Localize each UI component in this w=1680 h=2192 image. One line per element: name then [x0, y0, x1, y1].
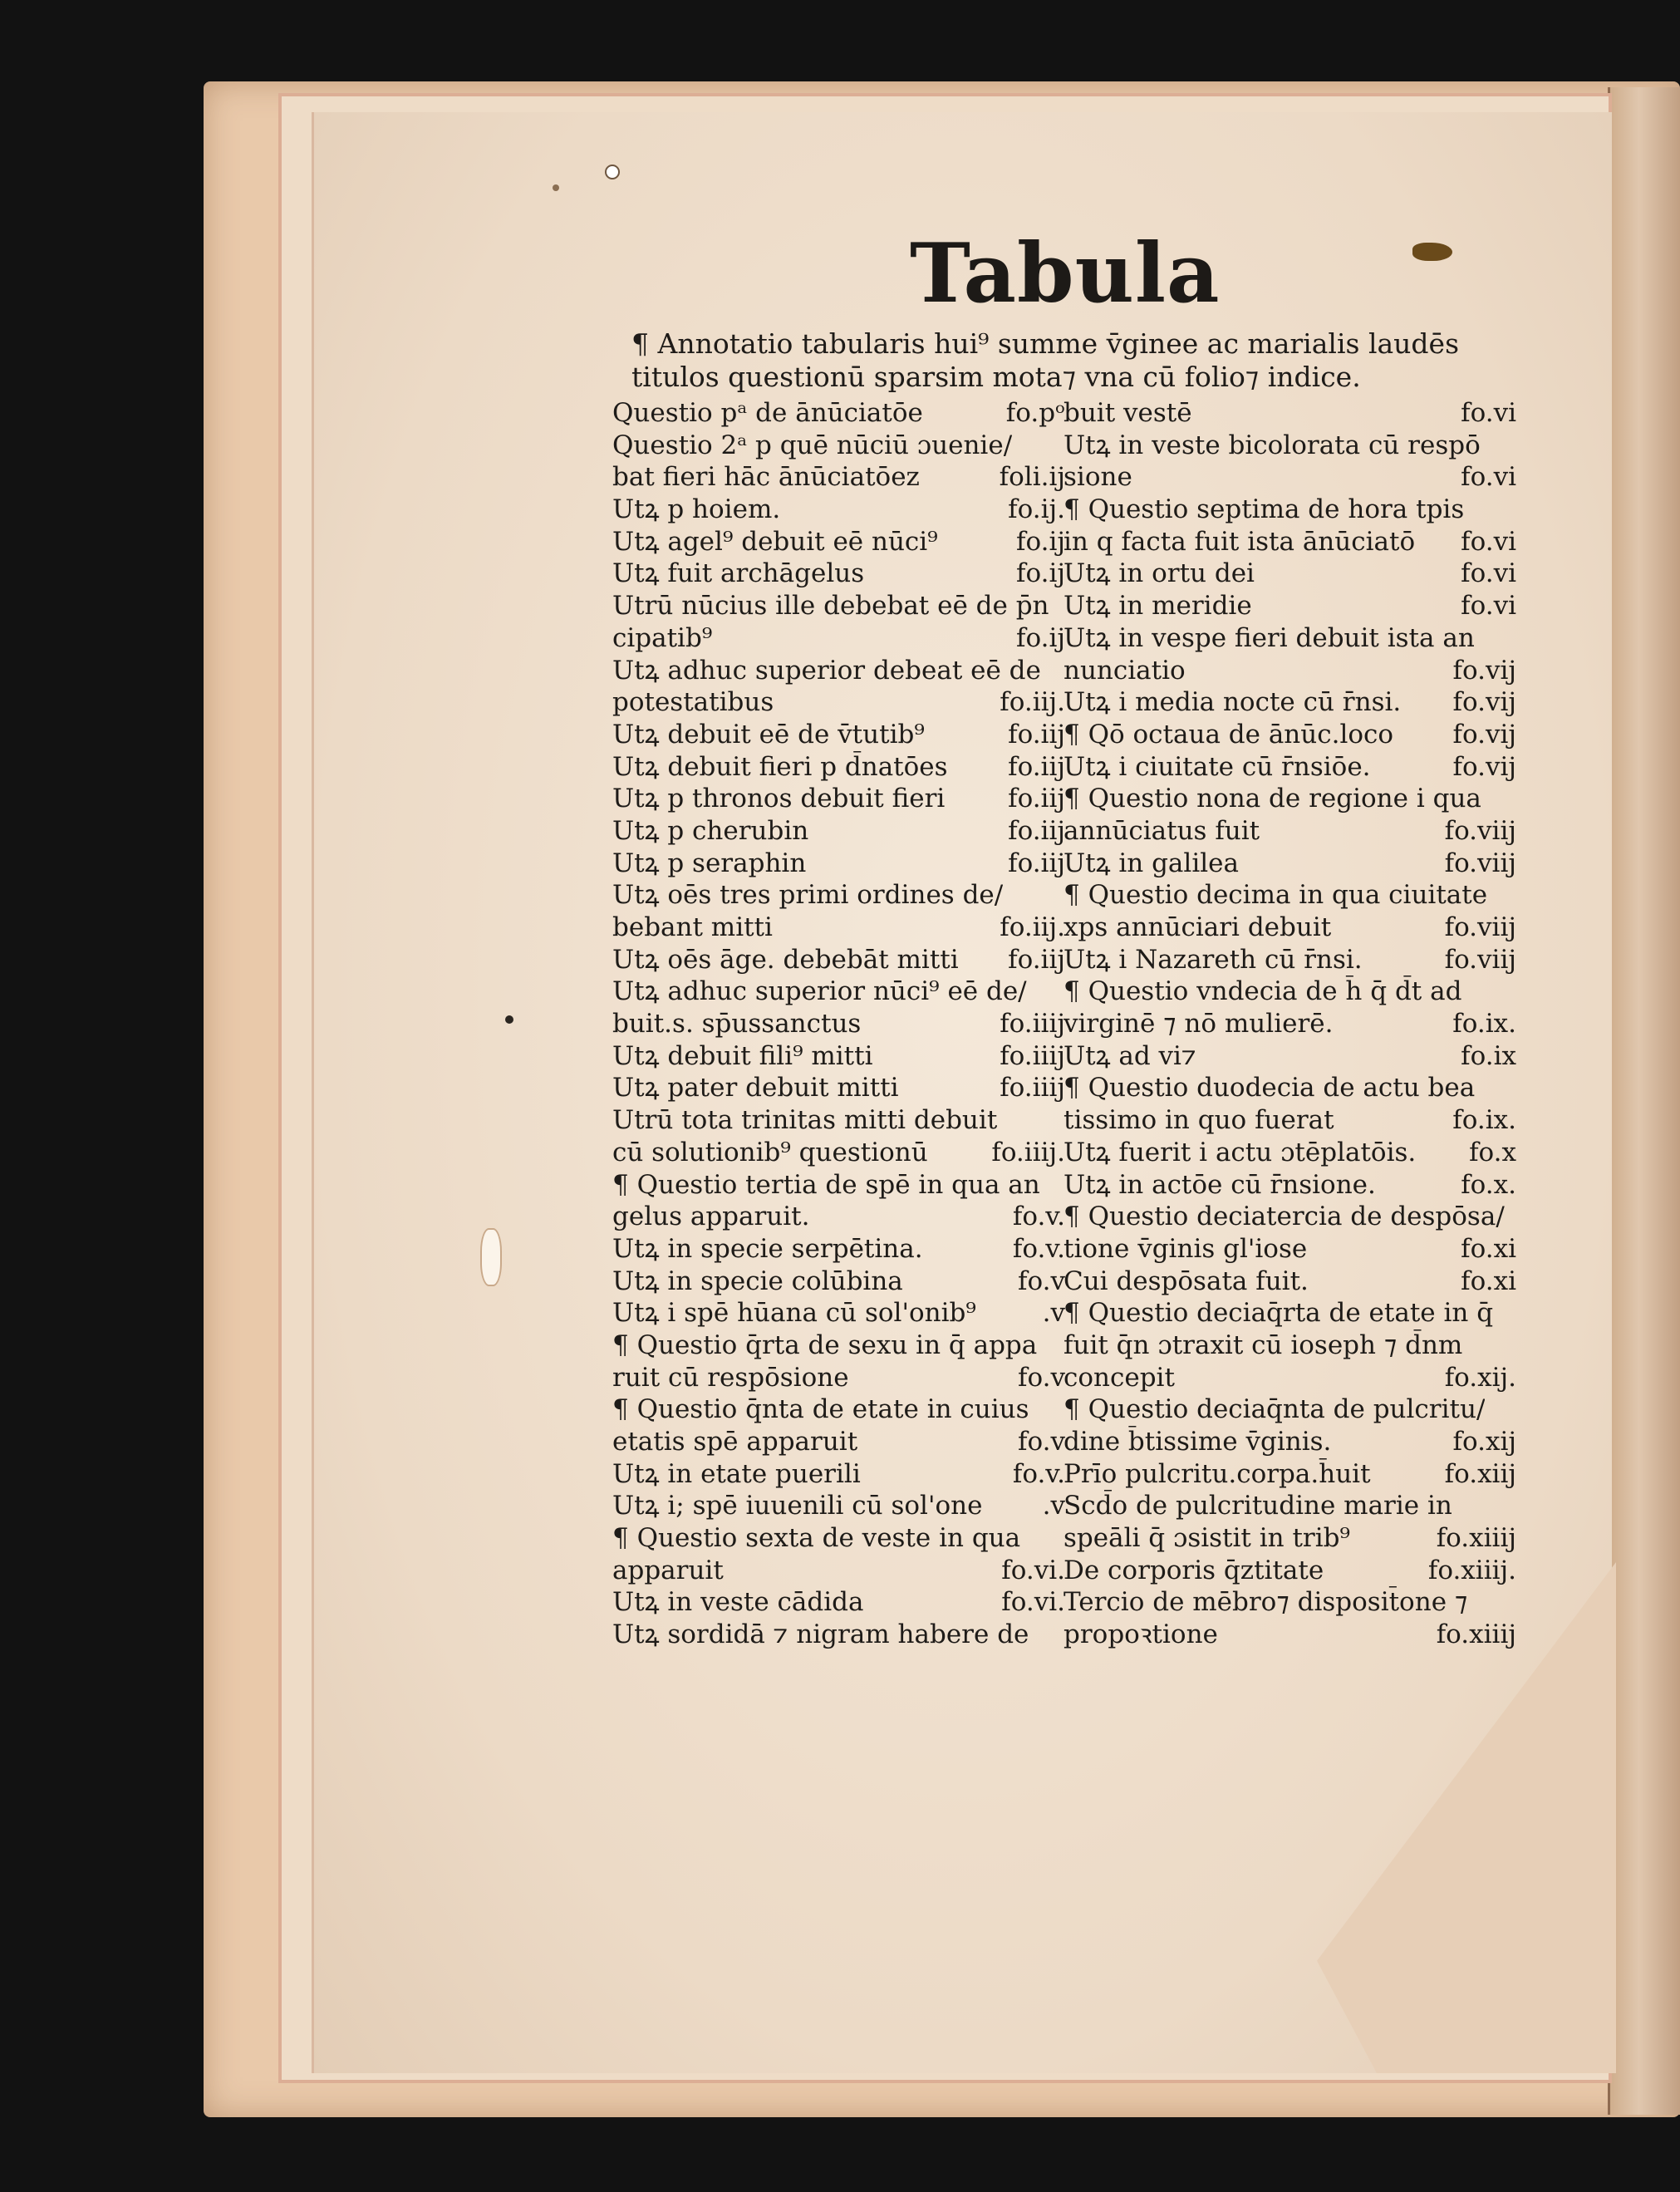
index-entry	[612, 686, 1065, 719]
paper-hole	[480, 1228, 502, 1286]
index-entry	[1064, 1266, 1516, 1298]
entry-title: Utꝝ i spē hūana cū sol'onib⁹	[612, 1298, 976, 1329]
index-entry	[1064, 430, 1516, 462]
index-entry	[612, 494, 1065, 526]
entry-title: ¶ Questio deciaq̄rta de etate in q̄	[1064, 1298, 1494, 1329]
entry-folio: fo.x.	[1461, 1169, 1516, 1200]
entry-folio: fo.xiiij.	[1427, 1555, 1516, 1585]
entry-title: sione	[1064, 462, 1132, 493]
index-entry	[1064, 686, 1516, 719]
index-entry	[612, 1586, 1065, 1619]
entry-title: apparuit	[612, 1555, 724, 1585]
index-entry	[612, 1104, 1065, 1137]
index-entry	[1064, 1490, 1516, 1522]
entry-folio: fo.vi	[1461, 591, 1516, 622]
entry-folio: fo.iij	[1008, 848, 1065, 878]
index-entry	[612, 944, 1065, 976]
index-entry	[1064, 1522, 1516, 1555]
entry-folio	[1510, 1072, 1516, 1104]
entry-title: Utꝝ in specie serpētina.	[612, 1233, 923, 1264]
index-entry	[612, 719, 1065, 751]
entry-folio: fo.iiij.	[991, 1137, 1065, 1167]
index-entry	[1064, 558, 1516, 590]
entry-title: bat fieri hāc ānūciatōez	[612, 462, 920, 493]
entry-folio	[1510, 1297, 1516, 1329]
entry-folio: fo.iij.	[1000, 687, 1065, 718]
entry-folio	[1510, 494, 1516, 526]
entry-title: potestatibus	[612, 687, 774, 718]
entry-title: Utꝝ adhuc superior nūci⁹ eē de/	[612, 976, 1027, 1007]
index-entry	[1064, 1040, 1516, 1073]
index-entry	[1064, 590, 1516, 622]
entry-title: ¶ Questio decima in qua ciuitate	[1064, 880, 1488, 911]
index-entry	[612, 879, 1065, 912]
paper-spot	[553, 184, 559, 191]
entry-title: ¶ Questio deciatercia de despōsa/	[1064, 1202, 1505, 1232]
entry-folio	[1510, 1586, 1516, 1619]
index-entry	[1064, 526, 1516, 558]
index-entry	[1064, 1619, 1516, 1651]
index-entry	[612, 1008, 1065, 1040]
entry-folio	[1510, 1490, 1516, 1522]
index-entry	[612, 1266, 1065, 1298]
index-entry	[612, 848, 1065, 880]
ink-stain	[1412, 243, 1452, 261]
entry-title: ¶ Questio duodecia de actu bea	[1064, 1073, 1476, 1103]
paper-spot	[505, 1015, 513, 1024]
entry-title: Utꝝ pater debuit mitti	[612, 1073, 899, 1103]
index-entry	[612, 1329, 1065, 1362]
entry-folio	[1510, 1201, 1516, 1233]
entry-title: nunciatio	[1064, 655, 1186, 686]
entry-title: in q facta fuit ista ānūciatō	[1064, 526, 1416, 557]
entry-title: annūciatus fuit	[1064, 815, 1260, 846]
entry-title: Utrū tota trinitas mitti debuit	[612, 1105, 998, 1136]
entry-title: gelus apparuit.	[612, 1202, 810, 1232]
entry-title: Utꝝ fuerit i actu ɔtēplatōis.	[1064, 1137, 1417, 1167]
entry-title: concepit	[1064, 1362, 1175, 1393]
index-entry	[1064, 1104, 1516, 1137]
entry-title: ¶ Questio sexta de veste in qua	[612, 1523, 1021, 1554]
entry-folio: fo.ij	[1016, 526, 1065, 557]
entry-title: buit.s. sp̄ussanctus	[612, 1009, 862, 1039]
entry-folio	[1510, 622, 1516, 655]
entry-title: ¶ Questio nona de regione i qua	[1064, 784, 1481, 814]
index-entry	[612, 1362, 1065, 1394]
entry-folio: fo.xiiij	[1436, 1619, 1516, 1650]
entry-title: Scd̄o de pulcritudine marie in	[1064, 1491, 1452, 1521]
entry-folio: fo.iij	[1008, 815, 1065, 846]
entry-title: Utꝝ p cherubin	[612, 815, 809, 846]
entry-folio: fo.v.	[1012, 1458, 1065, 1489]
index-entry	[612, 1458, 1065, 1491]
index-entry	[612, 912, 1065, 944]
entry-folio: fo.ix.	[1452, 1105, 1516, 1136]
entry-folio: fo.iij	[1008, 944, 1065, 975]
entry-folio: fo.vij	[1452, 751, 1516, 782]
right-index-column	[1064, 397, 1516, 1651]
entry-folio: fo.ij	[1016, 558, 1065, 589]
entry-title: dine b̄tissime v̄ginis.	[1064, 1427, 1332, 1457]
index-entry	[1064, 494, 1516, 526]
entry-folio	[1510, 1329, 1516, 1362]
index-entry	[1064, 815, 1516, 848]
entry-title: Utꝝ in specie colūbina	[612, 1266, 903, 1296]
entry-title: ¶ Qō octaua de ānūc.loco	[1064, 719, 1394, 750]
entry-title: ¶ Questio vndecia de h̄ q̄ d̄t ad	[1064, 976, 1462, 1007]
entry-folio: fo.viij	[1444, 912, 1516, 942]
entry-folio: fo.iij	[1008, 751, 1065, 782]
entry-folio: fo.v	[1018, 1266, 1065, 1296]
index-entry	[612, 526, 1065, 558]
entry-folio: fo.xij.	[1444, 1362, 1516, 1393]
entry-folio: fo.vij	[1452, 687, 1516, 718]
entry-title: Tercio de mēbro⁊ disposit̄one ⁊	[1064, 1587, 1468, 1618]
entry-folio: fo.iiij	[1000, 1009, 1065, 1039]
entry-folio	[1510, 783, 1516, 815]
entry-title: Utꝝ p thronos debuit fieri	[612, 784, 946, 814]
entry-title: Utꝝ in galilea	[1064, 848, 1239, 878]
entry-title: Utꝝ debuit fili⁹ mitti	[612, 1040, 873, 1071]
entry-title: Questio 2ᵃ p quē nūciū ɔuenie/	[612, 430, 1013, 460]
index-entry	[1064, 1233, 1516, 1266]
entry-folio: foli.ij	[999, 462, 1065, 493]
index-entry	[612, 1040, 1065, 1073]
entry-folio: fo.vi.	[1001, 1587, 1065, 1618]
index-entry	[1064, 783, 1516, 815]
entry-folio: fo.pᵒ	[1005, 398, 1065, 428]
index-entry	[1064, 655, 1516, 687]
entry-title: Utꝝ in veste cādida	[612, 1587, 864, 1618]
entry-title: Utꝝ in actōe cū r̄nsione.	[1064, 1169, 1376, 1200]
entry-title: Utꝝ ad vi⁊	[1064, 1040, 1196, 1071]
index-entry	[1064, 622, 1516, 655]
entry-title: Utꝝ debuit fieri p d̄natōes	[612, 751, 948, 782]
index-entry	[612, 655, 1065, 687]
index-entry	[1064, 1426, 1516, 1458]
index-entry	[1064, 1169, 1516, 1202]
index-entry	[1064, 1362, 1516, 1394]
index-entry	[1064, 719, 1516, 751]
index-entry	[1064, 879, 1516, 912]
entry-folio	[1510, 1393, 1516, 1426]
entry-title: cipatib⁹	[612, 622, 713, 653]
entry-folio: fo.xi	[1461, 1233, 1516, 1264]
index-entry	[612, 558, 1065, 590]
index-entry	[1064, 912, 1516, 944]
entry-folio: fo.vi	[1461, 462, 1516, 493]
entry-title: ¶ Questio q̄nta de etate in cuius	[612, 1394, 1029, 1425]
entry-folio: fo.xi	[1461, 1266, 1516, 1296]
entry-title: Utꝝ in vespe fieri debuit ista an	[1064, 622, 1475, 653]
entry-title: ¶ Questio q̄rta de sexu in q̄ appa	[612, 1329, 1038, 1360]
index-entry	[1064, 1297, 1516, 1329]
left-index-column	[612, 397, 1065, 1651]
entry-title: Utꝝ p seraphin	[612, 848, 807, 878]
entry-title: Utꝝ fuit archāgelus	[612, 558, 865, 589]
index-entry	[1064, 397, 1516, 430]
entry-title: Utꝝ in etate puerili	[612, 1458, 861, 1489]
index-entry	[1064, 1137, 1516, 1169]
entry-title: Utꝝ oēs āge. debebāt mitti	[612, 944, 959, 975]
entry-title: De corporis q̄ztitate	[1064, 1555, 1324, 1585]
entry-folio: fo.viij	[1444, 944, 1516, 975]
index-entry	[612, 397, 1065, 430]
index-entry	[1064, 976, 1516, 1008]
entry-folio: fo.v	[1018, 1362, 1065, 1393]
index-entry	[612, 1490, 1065, 1522]
entry-title: Utꝝ oēs tres primi ordines de/	[612, 880, 1004, 911]
entry-folio: .v	[1042, 1491, 1065, 1521]
index-entry	[612, 1555, 1065, 1587]
index-entry	[1064, 1586, 1516, 1619]
index-entry	[1064, 1329, 1516, 1362]
index-entry	[612, 461, 1065, 494]
index-entry	[612, 1201, 1065, 1233]
entry-title: propoꝛtione	[1064, 1619, 1218, 1650]
entry-folio: .v	[1042, 1298, 1065, 1329]
entry-folio	[1510, 976, 1516, 1008]
index-entry	[612, 783, 1065, 815]
entry-title: ¶ Questio septima de hora tpis	[1064, 494, 1465, 525]
book-spine	[1608, 87, 1680, 2115]
entry-folio: fo.iiij	[1000, 1040, 1065, 1071]
index-entry	[612, 622, 1065, 655]
index-entry	[612, 976, 1065, 1008]
intro-line-2: titulos questionū sparsim mota⁊ vna cū folio⁊ indice.	[631, 361, 1361, 393]
index-entry	[1064, 751, 1516, 784]
entry-title: Utꝝ in meridie	[1064, 591, 1252, 622]
entry-folio: fo.ij	[1016, 622, 1065, 653]
entry-folio: fo.vi	[1461, 398, 1516, 428]
entry-folio	[1510, 879, 1516, 912]
paper-spot	[605, 165, 620, 179]
entry-folio: fo.xiij	[1444, 1458, 1516, 1489]
index-entry	[612, 590, 1065, 622]
index-entry	[612, 1619, 1065, 1651]
entry-title: cū solutionib⁹ questionū	[612, 1137, 928, 1167]
index-entry	[1064, 1008, 1516, 1040]
entry-folio: fo.v.	[1012, 1202, 1065, 1232]
index-entry	[1064, 944, 1516, 976]
entry-title: buit vestē	[1064, 398, 1192, 428]
entry-folio: fo.v.	[1012, 1233, 1065, 1264]
entry-title: Cui despōsata fuit.	[1064, 1266, 1309, 1296]
entry-title: Utꝝ i media nocte cū r̄nsi.	[1064, 687, 1402, 718]
index-entry	[612, 1233, 1065, 1266]
entry-folio: fo.viij	[1444, 815, 1516, 846]
entry-title: Utꝝ agel⁹ debuit eē nūci⁹	[612, 526, 938, 557]
index-entry	[1064, 1072, 1516, 1104]
entry-folio: fo.iij	[1008, 719, 1065, 750]
index-entry	[612, 815, 1065, 848]
entry-title: ¶ Questio deciaq̄nta de pulcritu/	[1064, 1394, 1486, 1425]
index-entry	[612, 1137, 1065, 1169]
entry-title: Utꝝ sordidā ⁊ nigram habere de	[612, 1619, 1029, 1650]
index-entry	[612, 751, 1065, 784]
index-entry	[612, 1169, 1065, 1202]
entry-folio: fo.iij	[1008, 784, 1065, 814]
entry-folio: fo.xiiij	[1436, 1523, 1516, 1554]
entry-folio: fo.vi	[1461, 558, 1516, 589]
entry-folio: fo.x	[1469, 1137, 1516, 1167]
index-entry	[612, 1393, 1065, 1426]
entry-title: fuit q̄n ɔtraxit cū ioseph ⁊ d̄nm	[1064, 1329, 1463, 1360]
index-entry	[612, 1522, 1065, 1555]
index-entry	[1064, 461, 1516, 494]
entry-title: tissimo in quo fuerat	[1064, 1105, 1334, 1136]
entry-title: ¶ Questio tertia de spē in qua an	[612, 1169, 1040, 1200]
entry-folio: fo.iij.	[1000, 912, 1065, 942]
entry-title: ruit cū respōsione	[612, 1362, 849, 1393]
entry-title: Prīo pulcritu.corpa.h̄uit	[1064, 1458, 1371, 1489]
entry-folio: fo.vi.	[1001, 1555, 1065, 1585]
index-entry	[612, 430, 1065, 462]
index-entry	[1064, 1555, 1516, 1587]
entry-title: Utꝝ i Nazareth cū r̄nsi.	[1064, 944, 1363, 975]
entry-folio: fo.vij	[1452, 719, 1516, 750]
entry-folio: fo.ix.	[1452, 1009, 1516, 1039]
entry-title: Questio pᵃ de ānūciatōe	[612, 398, 923, 428]
entry-folio	[1510, 430, 1516, 462]
entry-title: Utꝝ adhuc superior debeat eē de	[612, 655, 1041, 686]
entry-folio: fo.xij	[1452, 1427, 1516, 1457]
entry-title: Utꝝ i ciuitate cū r̄nsiōe.	[1064, 751, 1371, 782]
entry-title: Utrū nūcius ille debebat eē de p̄n	[612, 591, 1049, 622]
index-entry	[1064, 1458, 1516, 1491]
entry-folio: fo.vij	[1452, 655, 1516, 686]
entry-folio: fo.vi	[1461, 526, 1516, 557]
index-entry	[1064, 1201, 1516, 1233]
entry-title: tione v̄ginis gl'iose	[1064, 1233, 1308, 1264]
entry-title: Utꝝ debuit eē de v̄tutib⁹	[612, 719, 925, 750]
entry-folio: fo.viij	[1444, 848, 1516, 878]
entry-folio: fo.iiij	[1000, 1073, 1065, 1103]
page-title: Tabula	[910, 226, 1221, 322]
index-entry	[612, 1426, 1065, 1458]
entry-title: Utꝝ p hoiem.	[612, 494, 781, 525]
intro-line-1: ¶ Annotatio tabularis hui⁹ summe v̄ginee ac marialis laudēs	[631, 327, 1460, 360]
entry-title: bebant mitti	[612, 912, 773, 942]
index-entry	[1064, 1393, 1516, 1426]
entry-folio: fo.v	[1018, 1427, 1065, 1457]
entry-folio: fo.ix	[1461, 1040, 1516, 1071]
index-entry	[612, 1072, 1065, 1104]
entry-title: virginē ⁊ nō mulierē.	[1064, 1009, 1334, 1039]
entry-title: Utꝝ in ortu dei	[1064, 558, 1255, 589]
entry-title: Utꝝ i; spē iuuenili cū sol'one	[612, 1491, 983, 1521]
entry-title: Utꝝ in veste bicolorata cū respō	[1064, 430, 1481, 460]
index-entry	[612, 1297, 1065, 1329]
entry-title: speāli q̄ ɔsistit in trib⁹	[1064, 1523, 1350, 1554]
entry-title: xps annūciari debuit	[1064, 912, 1332, 942]
entry-title: etatis spē apparuit	[612, 1427, 858, 1457]
index-entry	[1064, 848, 1516, 880]
entry-folio: fo.ij.	[1008, 494, 1065, 525]
